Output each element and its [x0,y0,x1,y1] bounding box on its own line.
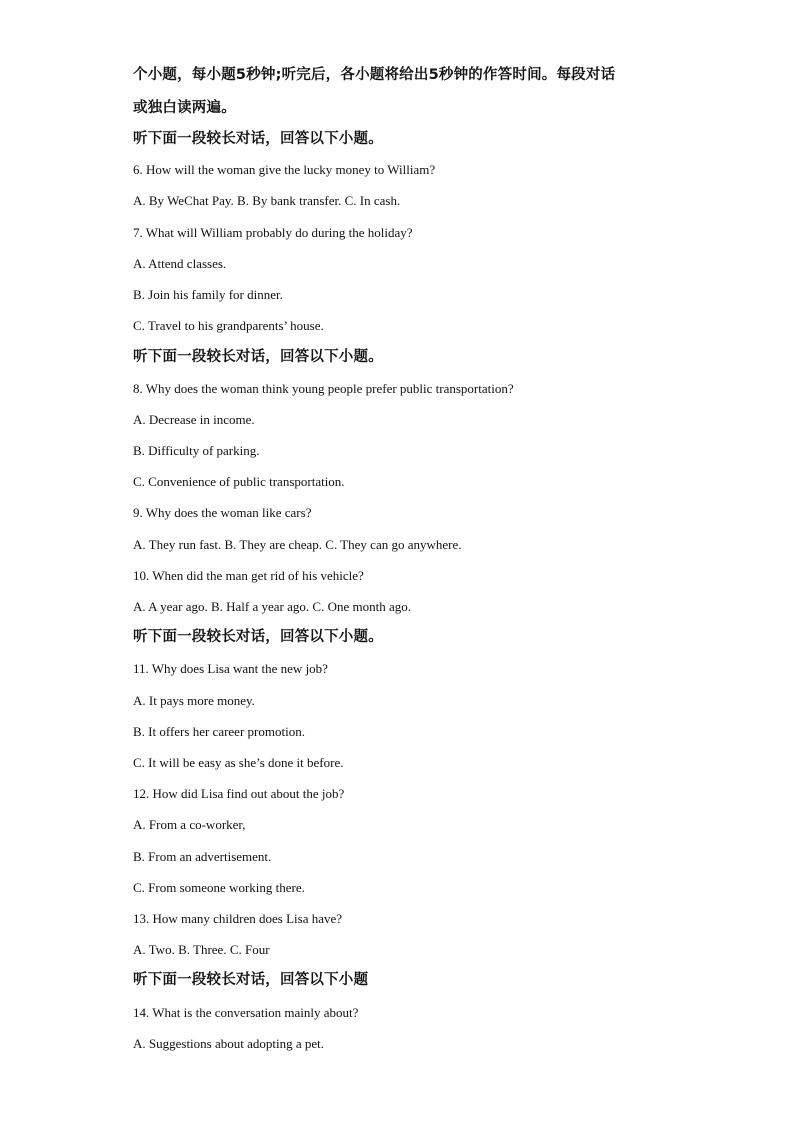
question-12-option-c: C. From someone working there. [133,880,305,895]
question-12: 12. How did Lisa find out about the job? [133,786,345,801]
section-heading: 听下面一段较长对话，回答以下小题。 [133,349,383,365]
intro-line-2: 或独白读两遍。 [133,100,236,116]
question-8-option-a: A. Decrease in income. [133,412,255,427]
question-8-option-c: C. Convenience of public transportation. [133,474,345,489]
question-6-options: A. By WeChat Pay. B. By bank transfer. C. In cash. [133,193,401,208]
question-7-option-b: B. Join his family for dinner. [133,287,283,302]
question-11-option-c: C. It will be easy as she’s done it before. [133,755,344,770]
question-14: 14. What is the conversation mainly about? [133,1005,359,1020]
question-11-option-b: B. It offers her career promotion. [133,724,305,739]
question-10-options: A. A year ago. B. Half a year ago. C. One month ago. [133,599,411,614]
question-6: 6. How will the woman give the lucky money to William? [133,162,436,177]
question-13-options: A. Two. B. Three. C. Four [133,942,270,957]
question-8: 8. Why does the woman think young people prefer public transportation? [133,381,514,396]
question-13: 13. How many children does Lisa have? [133,911,343,926]
question-10: 10. When did the man get rid of his vehicle? [133,568,364,583]
question-12-option-a: A. From a co-worker, [133,817,246,832]
question-12-option-b: B. From an advertisement. [133,849,272,864]
section-heading: 听下面一段较长对话，回答以下小题 [133,972,369,988]
question-11: 11. Why does Lisa want the new job? [133,661,328,676]
question-11-option-a: A. It pays more money. [133,693,255,708]
question-8-option-b: B. Difficulty of parking. [133,443,260,458]
question-7-option-c: C. Travel to his grandparents’ house. [133,318,324,333]
question-9-options: A. They run fast. B. They are cheap. C. They can go anywhere. [133,537,462,552]
question-9: 9. Why does the woman like cars? [133,505,312,520]
section-heading: 听下面一段较长对话，回答以下小题。 [133,131,383,147]
question-7: 7. What will William probably do during the holiday? [133,225,413,240]
intro-line-1: 个小题，每小题5秒钟;听完后，各小题将给出5秒钟的作答时间。每段对话 [133,67,616,83]
section-heading: 听下面一段较长对话，回答以下小题。 [133,629,383,645]
question-7-option-a: A. Attend classes. [133,256,227,271]
question-14-option-a: A. Suggestions about adopting a pet. [133,1036,325,1051]
